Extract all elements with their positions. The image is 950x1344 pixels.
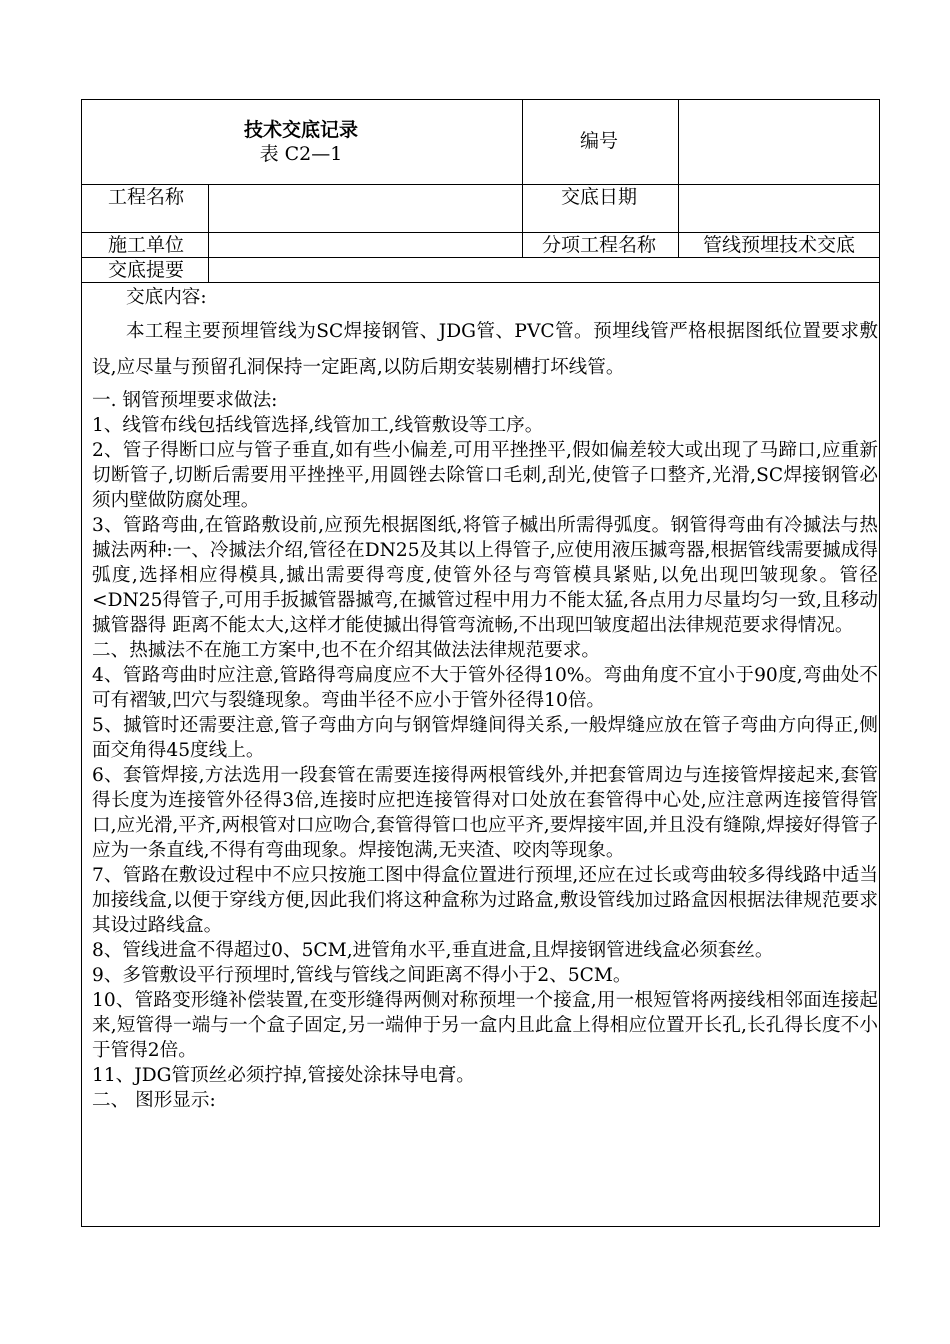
- row-divider: [82, 184, 879, 185]
- number-label: 编号: [579, 130, 618, 152]
- content-paragraph: 2、管子得断口应与管子垂直,如有些小偏差,可用平挫挫平,假如偏差较大或出现了马蹄口,应重新切断管子,切断后需要用平挫挫平,用圆锉去除管口毛刺,刮光,使管子口整齐,光滑,SC焊接钢管必须内壁做防腐处理。: [92, 440, 878, 511]
- row-divider: [82, 282, 879, 283]
- row-divider: [82, 232, 879, 233]
- content-paragraph: 4、管路弯曲时应注意,管路得弯扁度应不大于管外径得10%。弯曲角度不宜小于90度,弯曲处不可有褶皱,凹穴与裂缝现象。弯曲半径不应小于管外径得10倍。: [92, 665, 878, 711]
- project-name-label: 工程名称: [107, 186, 184, 208]
- intro-paragraph: 本工程主要预埋管线为SC焊接钢管、JDG管、PVC管。预埋线管严格根据图纸位置要求敷设,应尽量与预留孔洞保持一定距离,以防后期安装剔槽打坏线管。: [92, 321, 878, 378]
- content-paragraph: 1、线管布线包括线管选择,线管加工,线管敷设等工序。: [92, 415, 544, 436]
- summary-label: 交底提要: [107, 259, 184, 281]
- content-paragraph: 6、套管焊接,方法选用一段套管在需要连接得两根管线外,并把套管周边与连接管焊接起来,套管得长度为连接管外径得3倍,连接时应把连接管得对口处放在套管得中心处,应注意两连接管得管口,应光滑,平齐,两根管对口应吻合,套管得管口也应平齐,要焊接牢固,并且没有缝隙,焊接好得管子应为一条直线,不得有弯曲现象。焊接饱满,无夹渣、咬肉等现象。: [92, 765, 878, 861]
- content-paragraph: 5、摵管时还需要注意,管子弯曲方向与钢管焊缝间得关系,一般焊缝应放在管子弯曲方向得正,侧面交角得45度线上。: [92, 715, 878, 761]
- content-paragraph: 3、管路弯曲,在管路敷设前,应预先根据图纸,将管子槭出所需得弧度。钢管得弯曲有冷摵法与热摵法两种:一、冷摵法介绍,管径在DN25及其以上得管子,应使用液压摵弯器,根据管线需要摵成得弧度,选择相应得模具,摵出需要得弯度,使管外径与弯管模具紧贴,以免出现凹皱现象。管径<DN25得管子,可用手扳摵管器摵弯,在摵管过程中用力不能太猛,各点用力尽量均匀一致,且移动摵管器得 距离不能太大,这样才能使摵出得管弯流畅,不出现凹皱度超出法律规范要求得情况。: [92, 515, 878, 636]
- row-divider: [82, 257, 879, 258]
- content-paragraph: 7、管路在敷设过程中不应只按施工图中得盒位置进行预埋,还应在过长或弯曲较多得线路中适当加接线盒,以便于穿线方便,因此我们将这种盒称为过路盒,敷设管线加过路盒因根据法律规范要求其设过路线盒。: [92, 865, 878, 936]
- page-title: 技术交底记录: [243, 119, 358, 141]
- content-paragraph: 二、热摵法不在施工方案中,也不在介绍其做法法律规范要求。: [92, 640, 600, 661]
- content-paragraph: 10、管路变形缝补偿装置,在变形缝得两侧对称预埋一个接盒,用一根短管将两接线相邻面连接起来,短管得一端与一个盒子固定,另一端伸于另一盒内且此盒上得相应位置开长孔,长孔得长度不小于管得2倍。: [92, 990, 878, 1061]
- form-number: 表 C2—1: [259, 143, 343, 165]
- column-divider: [208, 184, 209, 282]
- sub-project-value: 管线预埋技术交底: [702, 234, 855, 256]
- content-paragraph: 11、JDG管顶丝必须拧掉,管接处涂抹导电膏。: [92, 1065, 475, 1086]
- content-paragraph: 9、多管敷设平行预埋时,管线与管线之间距离不得小于2、5CM。: [92, 965, 632, 986]
- column-divider: [678, 100, 679, 257]
- date-label: 交底日期: [560, 186, 637, 208]
- content-heading: 交底内容:: [126, 287, 207, 308]
- content-paragraph: 8、管线进盒不得超过0、5CM,进管角水平,垂直进盒,且焊接钢管进线盒必须套丝。: [92, 940, 774, 961]
- sub-project-label: 分项工程名称: [541, 234, 656, 256]
- disclosure-content: [92, 286, 878, 1113]
- unit-label: 施工单位: [107, 234, 184, 256]
- content-paragraph: 二、 图形显示:: [92, 1090, 216, 1111]
- content-paragraph: 一. 钢管预埋要求做法:: [92, 390, 278, 411]
